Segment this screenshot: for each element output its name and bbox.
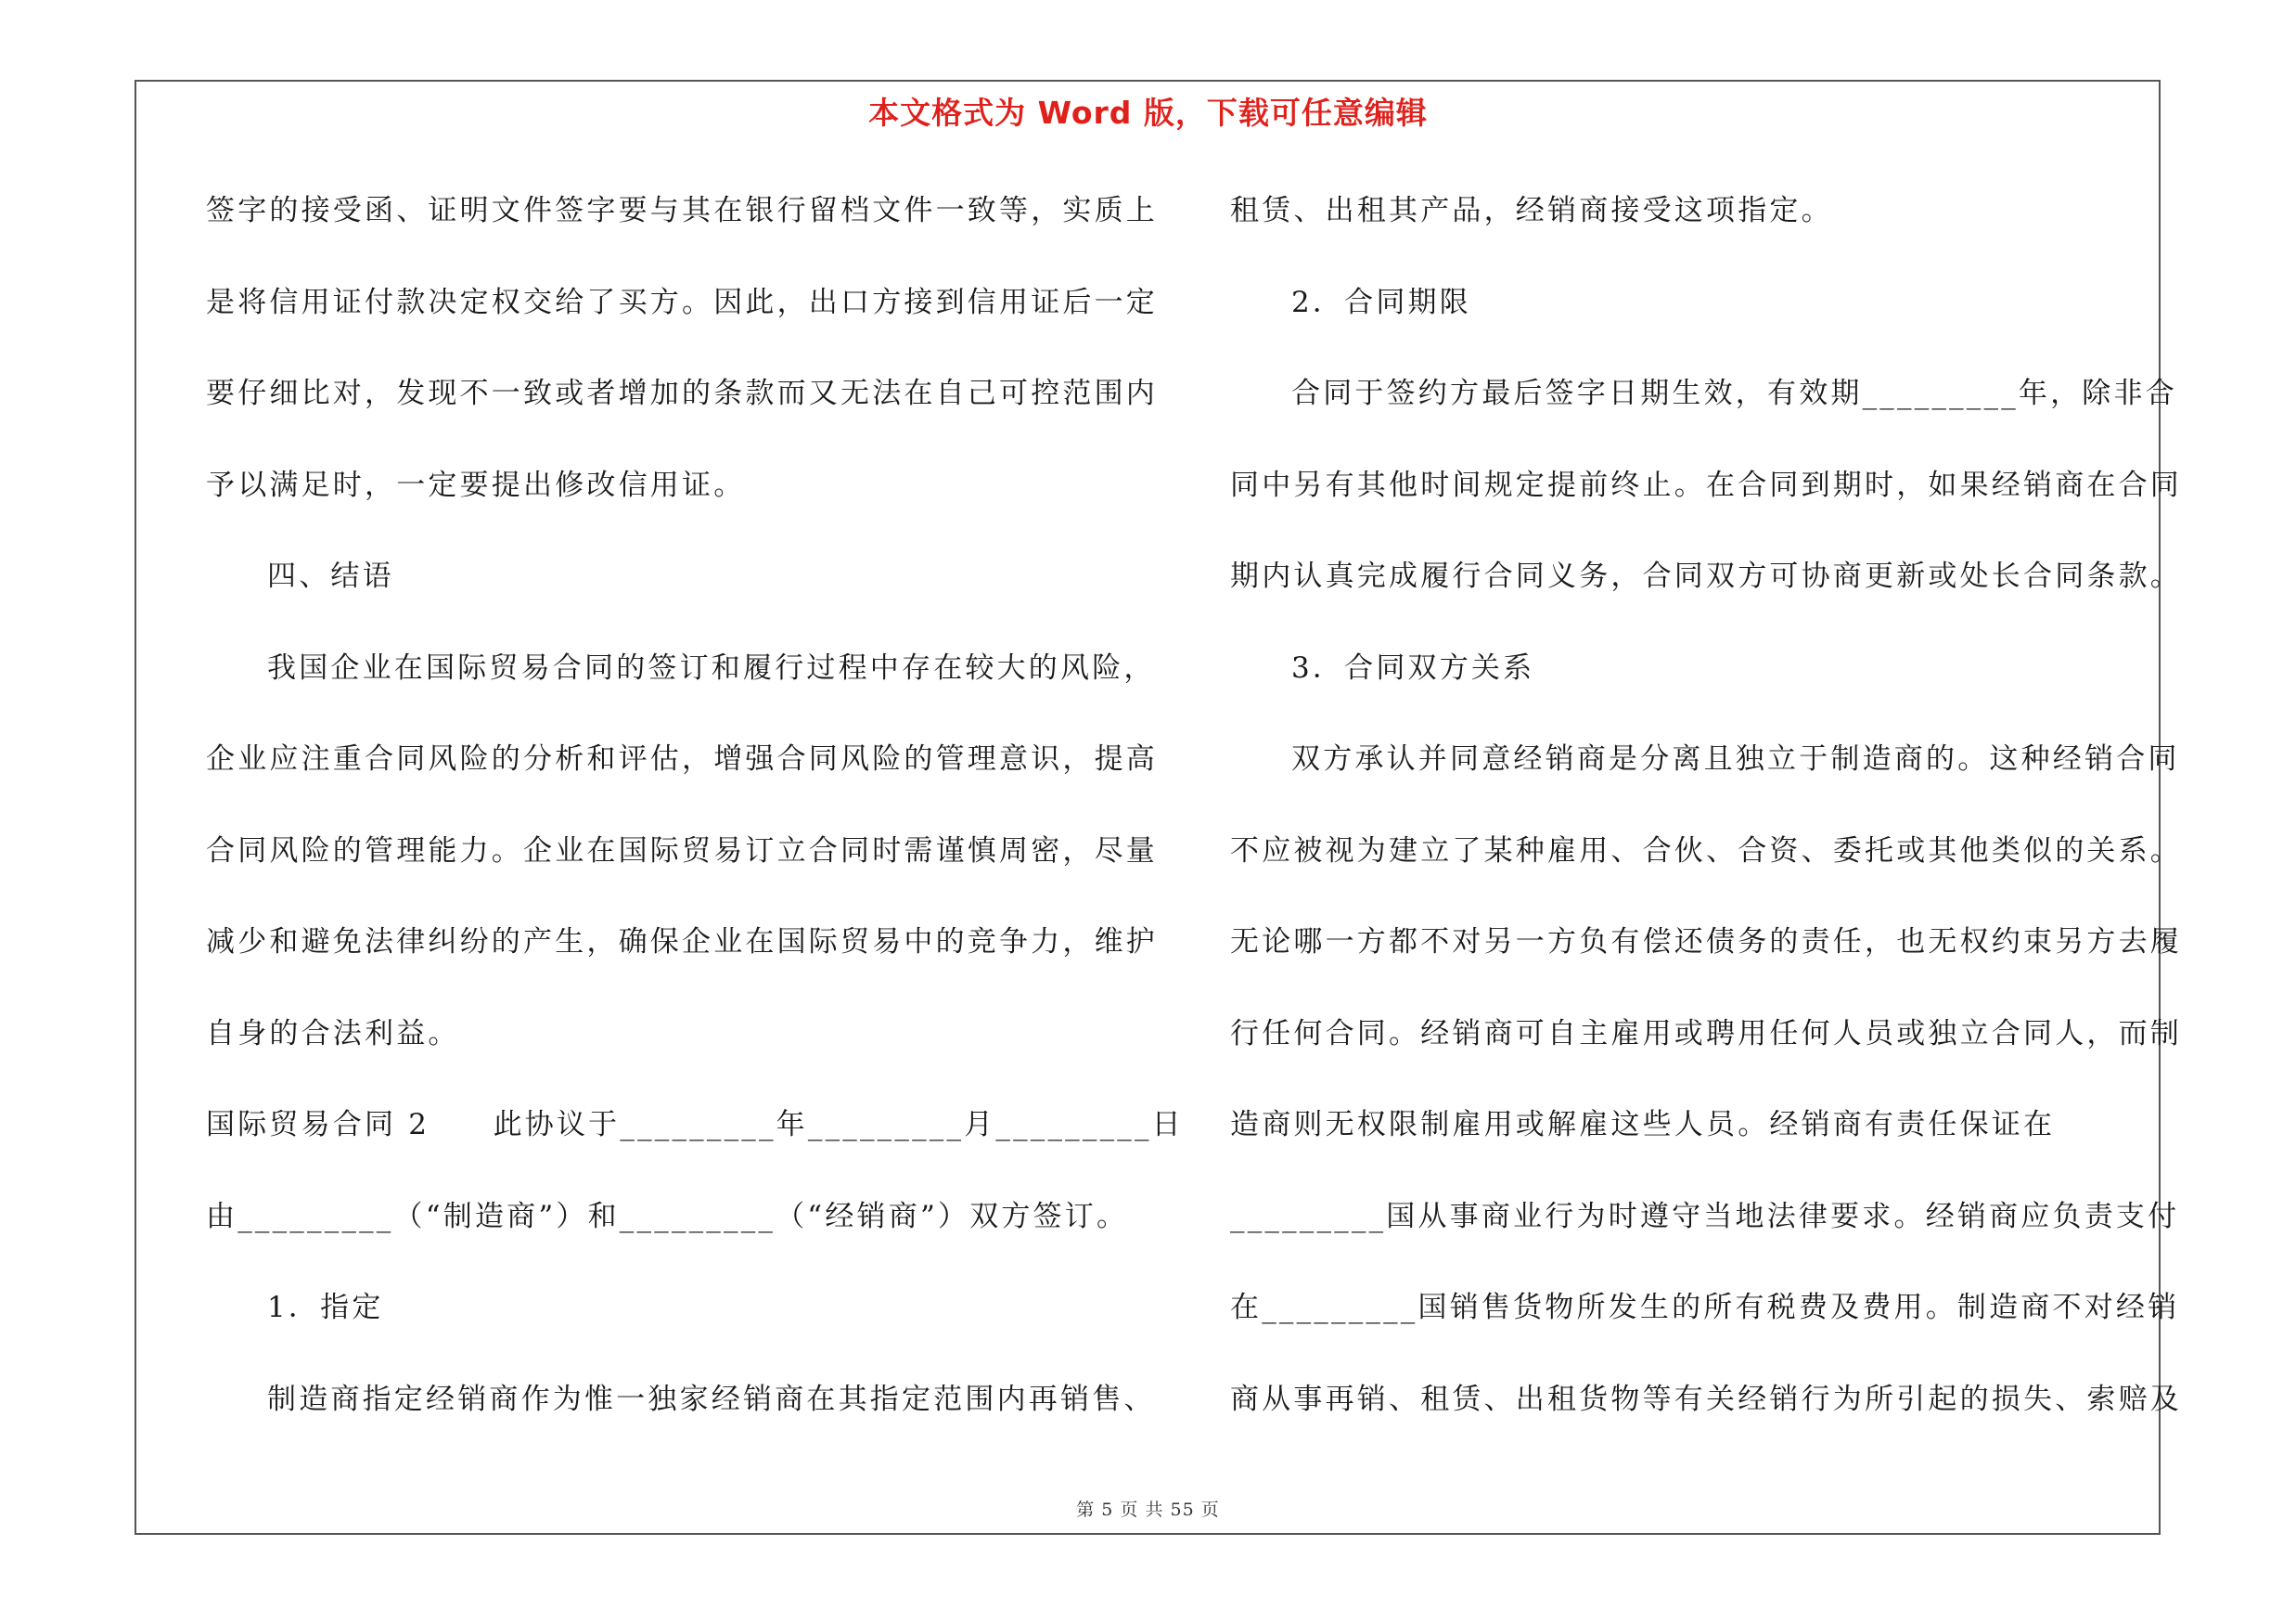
text-line: 自身的合法利益。 (206, 1016, 460, 1050)
word-format-banner: 本文格式为 Word 版，下载可任意编辑 (868, 95, 1428, 131)
text-line: 予以满足时，一定要提出修改信用证。 (206, 468, 746, 502)
text-line: 合同风险的管理能力。企业在国际贸易订立合同时需谨慎周密，尽量 (206, 833, 1158, 868)
text-line: _________国从事商业行为时遵守当地法律要求。经销商应负责支付 (1230, 1199, 2180, 1233)
text-line: 制造商指定经销商作为惟一独家经销商在其指定范围内再销售、 (267, 1382, 1156, 1416)
contract-title-line: 国际贸易合同 2 此协议于_________年_________月_________日 (206, 1108, 1184, 1141)
left-text-column (206, 184, 1184, 1427)
text-line: 签字的接受函、证明文件签字要与其在银行留档文件一致等，实质上 (206, 194, 1158, 227)
text-line: 期内认真完成履行合同义务，合同双方可协商更新或处长合同条款。 (1230, 560, 2182, 593)
text-line: 由_________（“制造商”）和_________（“经销商”）双方签订。 (206, 1199, 1129, 1233)
section-heading-conclusion: 四、结语 (267, 560, 394, 593)
text-line: 我国企业在国际贸易合同的签订和履行过程中存在较大的风险， (267, 650, 1156, 685)
text-line: 是将信用证付款决定权交给了买方。因此，出口方接到信用证后一定 (206, 285, 1158, 319)
page-number-footer: 第 5 页 共 55 页 (1076, 1500, 1220, 1520)
text-line: 合同于签约方最后签字日期生效，有效期_________年，除非合 (1291, 377, 2177, 410)
text-line: 企业应注重合同风险的分析和评估，增强合同风险的管理意识，提高 (206, 742, 1158, 776)
clause-heading-term: 2．合同期限 (1291, 285, 1471, 319)
text-line: 不应被视为建立了某种雇用、合伙、合资、委托或其他类似的关系。 (1230, 833, 2182, 868)
clause-heading-designation: 1．指定 (267, 1291, 384, 1324)
text-line: 租赁、出租其产品，经销商接受这项指定。 (1230, 194, 1833, 227)
text-line: 要仔细比对，发现不一致或者增加的条款而又无法在自己可控范围内 (206, 377, 1158, 410)
text-line: 减少和避免法律纠纷的产生，确保企业在国际贸易中的竞争力，维护 (206, 925, 1158, 959)
clause-heading-relationship: 3．合同双方关系 (1291, 650, 1535, 685)
text-line: 行任何合同。经销商可自主雇用或聘用任何人员或独立合同人，而制 (1230, 1016, 2182, 1050)
right-text-column (1230, 184, 2182, 1427)
text-line: 双方承认并同意经销商是分离且独立于制造商的。这种经销合同 (1291, 742, 2180, 776)
text-line: 造商则无权限制雇用或解雇这些人员。经销商有责任保证在 (1230, 1108, 2056, 1141)
text-line: 无论哪一方都不对另一方负有偿还债务的责任，也无权约束另方去履 (1230, 925, 2182, 959)
text-line: 在_________国销售货物所发生的所有税费及费用。制造商不对经销 (1230, 1291, 2180, 1324)
text-line: 商从事再销、租赁、出租货物等有关经销行为所引起的损失、索赔及 (1230, 1382, 2182, 1416)
text-line: 同中另有其他时间规定提前终止。在合同到期时，如果经销商在合同 (1230, 468, 2182, 502)
